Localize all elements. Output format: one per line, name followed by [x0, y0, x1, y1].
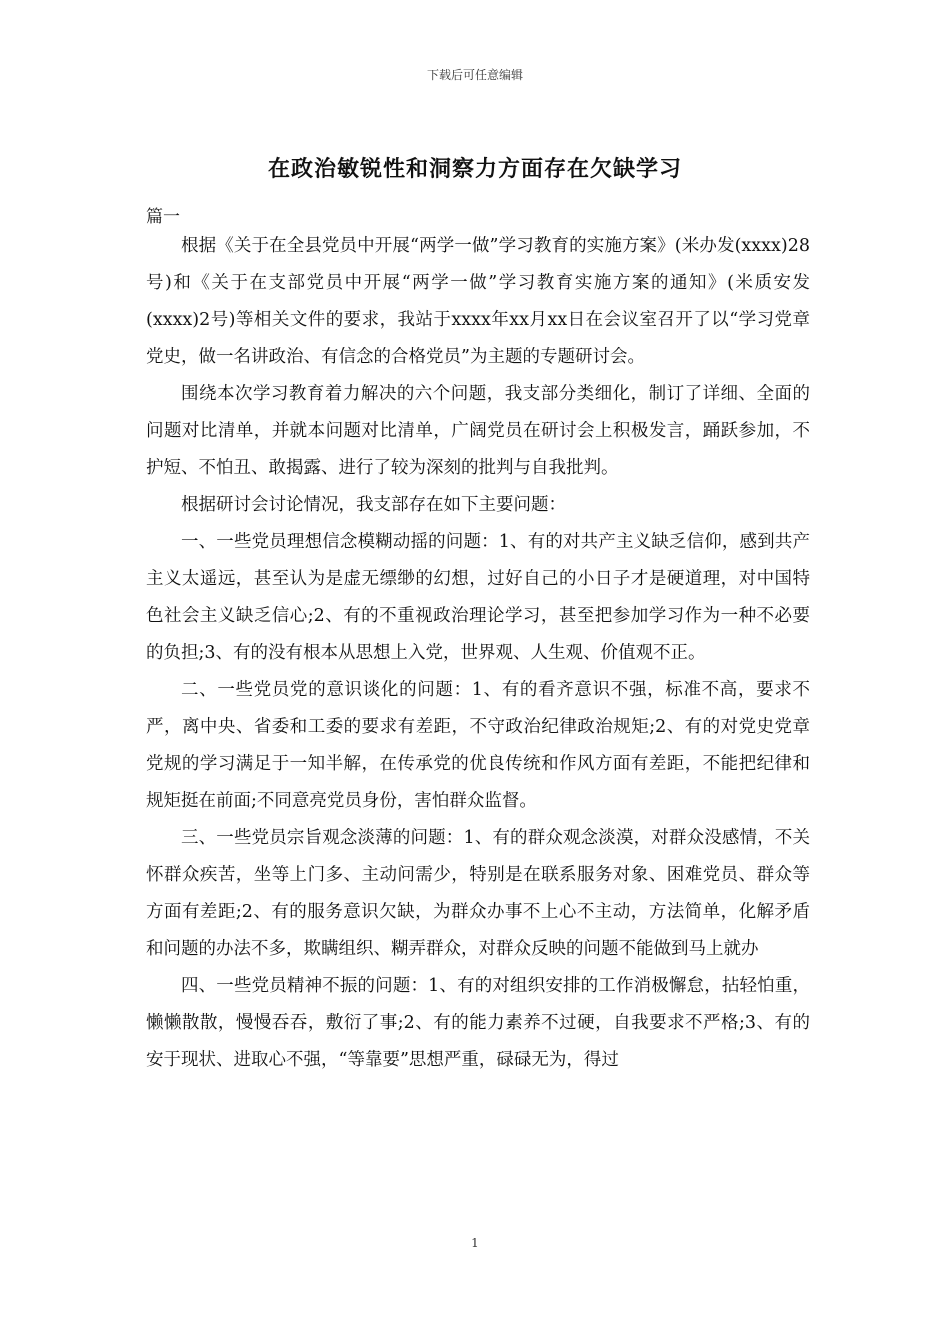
document-title: 在政治敏锐性和洞察力方面存在欠缺学习 [267, 156, 682, 182]
document-body [146, 228, 810, 1079]
page-number: 1 [471, 1236, 479, 1250]
paragraph-problem-2: 二、一些党员党的意识谈化的问题：1、有的看齐意识不强，标准不高，要求不严，离中央、省委和工委的要求有差距，不守政治纪律政治规矩;2、有的对党史党章党规的学习满足于一知半解，在传承党的优良传统和作风方面有差距，不能把纪律和规矩挺在前面;不同意亮党员身份，害怕群众监督。 [146, 680, 810, 811]
paragraph-summary: 根据研讨会讨论情况，我支部存在如下主要问题： [181, 495, 566, 515]
section-label: 篇一 [146, 207, 180, 227]
paragraph-problem-3: 三、一些党员宗旨观念淡薄的问题：1、有的群众观念淡漠，对群众没感情，不关怀群众疾苦，坐等上门多、主动问需少，特别是在联系服务对象、困难党员、群众等方面有差距;2、有的服务意识欠缺，为群众办事不上心不主动，方法简单，化解矛盾和问题的办法不多，欺瞒组织、糊弄群众，对群众反映的问题不能做到马上就办 [146, 828, 810, 959]
header-note: 下载后可任意编辑 [426, 68, 523, 82]
paragraph-intro: 根据《关于在全县党员中开展“两学一做”学习教育的实施方案》(米办发(xxxx)28号)和《关于在支部党员中开展“两学一做”学习教育实施方案的通知》(米质安发(xxxx)2号)等相关文件的要求，我站于xxxx年xx月xx日在会议室召开了以“学习党章党史，做一名讲政治、有信念的合格党员”为主题的专题研讨会。 [146, 236, 810, 367]
paragraph-problem-1: 一、一些党员理想信念模糊动摇的问题：1、有的对共产主义缺乏信仰，感到共产主义太遥远，甚至认为是虚无缥缈的幻想，过好自己的小日子才是硬道理，对中国特色社会主义缺乏信心;2、有的不重视政治理论学习，甚至把参加学习作为一种不必要的负担;3、有的没有根本从思想上入党，世界观、人生观、价值观不正。 [146, 532, 810, 663]
paragraph-problem-4: 四、一些党员精神不振的问题：1、有的对组织安排的工作消极懈怠，拈轻怕重，懒懒散散，慢慢吞吞，敷衍了事;2、有的能力素养不过硬，自我要求不严格;3、有的安于现状、进取心不强，“等靠要”思想严重，碌碌无为，得过 [146, 976, 810, 1070]
paragraph-overview: 围绕本次学习教育着力解决的六个问题，我支部分类细化，制订了详细、全面的问题对比清单，并就本问题对比清单，广阔党员在研讨会上积极发言，踊跃参加，不护短、不怕丑、敢揭露、进行了较为深刻的批判与自我批判。 [146, 384, 810, 478]
